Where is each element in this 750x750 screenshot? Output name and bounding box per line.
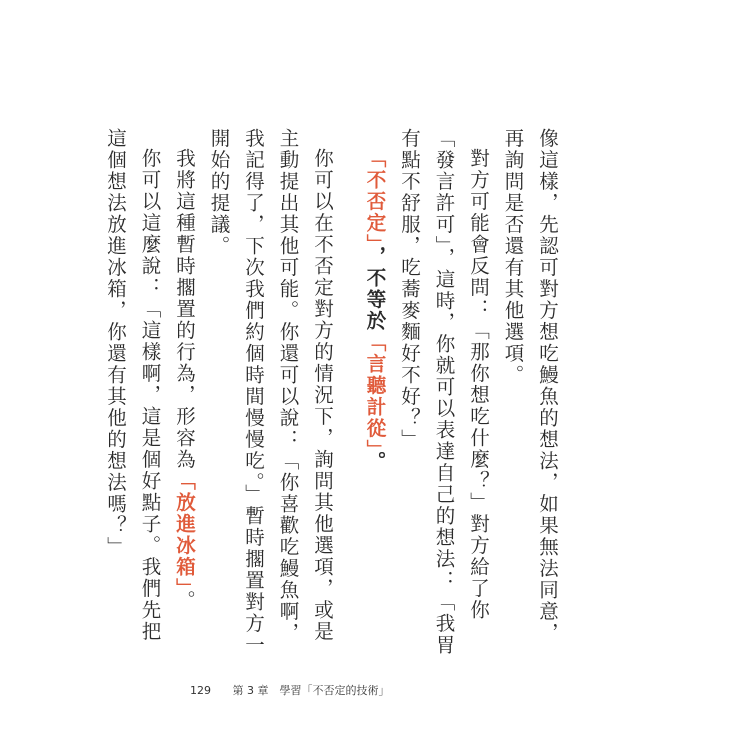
page-footer [190,682,390,698]
paragraph-5-text: 你可以這麼說：「這樣啊，這是個好點子。我們先把這個想法放進冰箱，你還有其他的想法嗎？」 [104,128,162,642]
chapter-title: 第 3 章 學習「不否定的技術」 [232,684,390,697]
heading-emphasis-2: 「言聽計從」 [363,331,387,451]
vertical-body-text [98,128,565,658]
section-heading [357,128,392,658]
paragraph-4 [167,128,202,658]
heading-emphasis-1: 「不否定」 [363,147,387,246]
paragraph-3-text: 你可以在不否定對方的情況下，詢問其他選項，或是主動提出其他可能。你還可以說：「你喜歡吃鰻魚啊，我記得了，下次我們約個時間慢慢吃。」暫時擱置對方一開始的提議。 [207,128,334,656]
paragraph-1 [495,128,564,658]
paragraph-4-text-b: 。 [173,589,196,611]
paragraph-2-text: 對方可能會反問：「那你想吃什麼？」對方給了你「發言許可」，這時，你就可以表達自己的想法：「我胃有點不舒服，吃蕎麥麵好不好？」 [398,128,490,656]
paragraph-3 [201,128,339,658]
paragraph-5 [98,128,167,658]
paragraph-4-text-a: 我將這種暫時擱置的行為，形容為 [173,147,196,470]
heading-end: 。 [363,450,387,472]
heading-connector: ，不等於 [363,245,387,332]
paragraph-2 [392,128,496,658]
page-number: 129 [190,684,211,697]
paragraph-4-emphasis: 「放進冰箱」 [173,470,196,590]
paragraph-1-text: 像這樣，先認可對方想吃鰻魚的想法，如果無法同意，再詢問是否還有其他選項。 [501,128,559,644]
